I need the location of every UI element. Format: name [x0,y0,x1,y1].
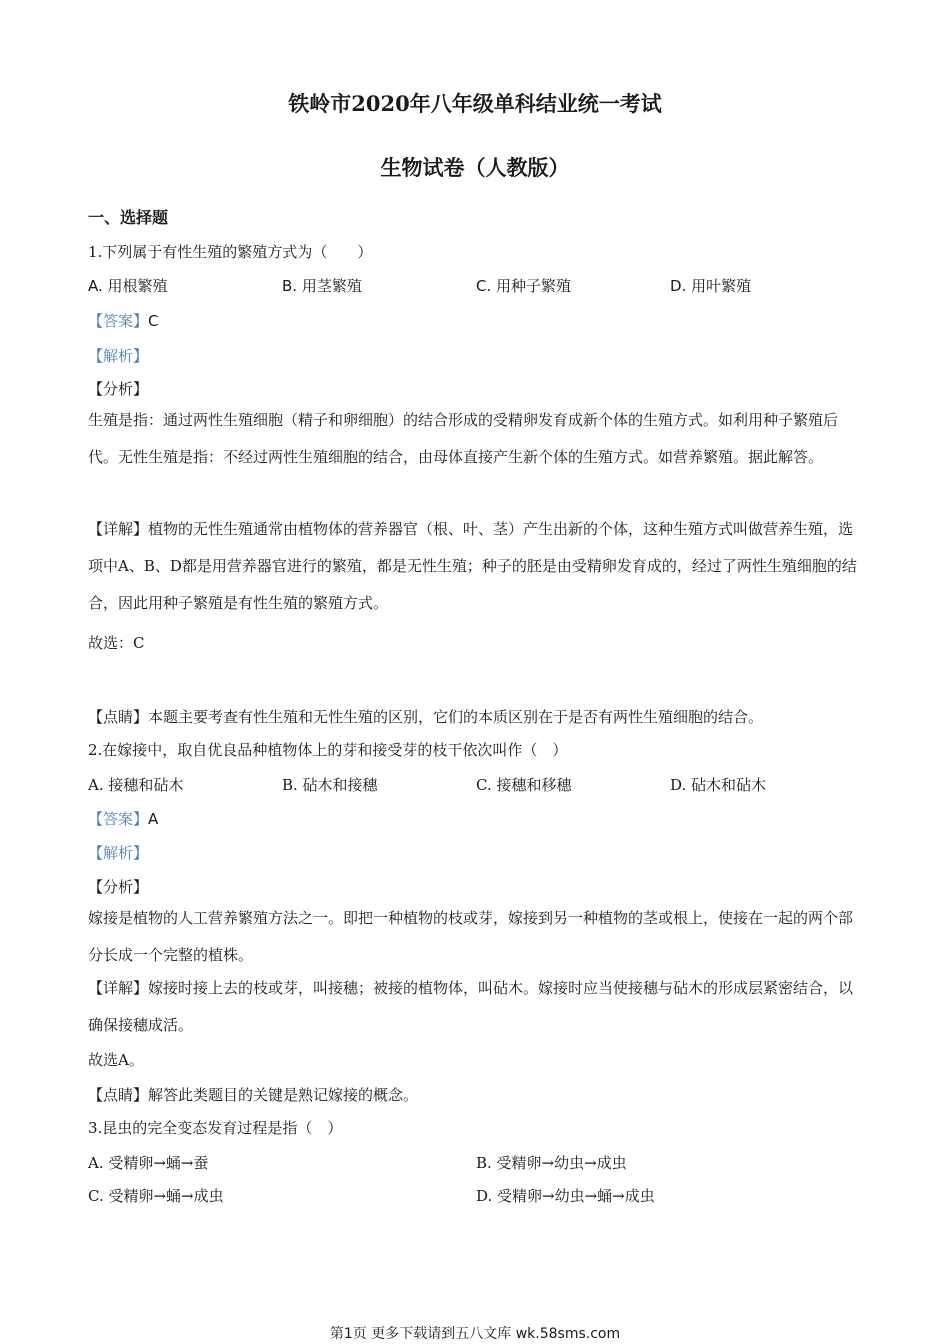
question-1-choice: 故选：C [88,634,145,652]
comment-tag: 【点睛】 [88,708,149,726]
question-1-analysis: 生殖是指：通过两性生殖细胞（精子和卵细胞）的结合形成的受精卵发育成新个体的生殖方式。如利用种子繁殖后代。无性生殖是指：不经过两性生殖细胞的结合，由母体直接产生新个体的生殖方式。如营养繁殖。据此解答。 [88,411,839,466]
question-3-option-a: A. 受精卵→蛹→蚕 [88,1154,209,1172]
exam-title: 铁岭市2020年八年级单科结业统一考试 [288,91,662,116]
page-footer [0,1323,950,1343]
answer-value: A [148,810,159,828]
detail-text: 嫁接时接上去的枝或芽，叫接穗；被接的植物体，叫砧木。嫁接时应当使接穗与砧木的形成层紧密结合，以确保接穗成活。 [88,979,854,1034]
question-2-jiexi-tag: 【解析】 [88,844,149,862]
section-heading: 一、选择题 [88,208,169,227]
question-2-option-a: A. 接穗和砧木 [88,776,184,794]
question-1-option-c: C. 用种子繁殖 [476,277,572,295]
answer-tag: 【答案】 [88,810,149,828]
detail-tag: 【详解】 [88,979,149,997]
footer-prefix: 第 [329,1326,344,1342]
question-2-fenxi-tag: 【分析】 [88,878,149,896]
detail-tag: 【详解】 [88,520,149,538]
question-3-option-c: C. 受精卵→蛹→成虫 [88,1187,224,1205]
question-1-comment [88,706,763,727]
question-1-stem: 1.下列属于有性生殖的繁殖方式为（ ） [88,243,373,261]
comment-tag: 【点睛】 [88,1086,149,1104]
question-2-comment [88,1084,418,1105]
question-1-fenxi-tag: 【分析】 [88,380,149,398]
question-3-option-d: D. 受精卵→幼虫→蛹→成虫 [476,1187,655,1205]
question-1-option-a: A. 用根繁殖 [88,277,168,295]
comment-text: 本题主要考查有性生殖和无性生殖的区别，它们的本质区别在于是否有两性生殖细胞的结合。 [148,708,764,726]
exam-subtitle: 生物试卷（人教版） [380,155,570,180]
question-2-stem: 2.在嫁接中，取自优良品种植物体上的芽和接受芽的枝干依次叫作（ ） [88,741,568,759]
detail-text: 植物的无性生殖通常由植物体的营养器官（根、叶、茎）产生出新的个体，这种生殖方式叫做营养生殖，选项中A、B、D都是用营养器官进行的繁殖，都是无性生殖；种子的胚是由受精卵发育成的，经过了两性生殖细胞的结合，因此用种子繁殖是有性生殖的繁殖方式。 [88,520,857,612]
footer-suffix: 页 更多下载请到五八文库 [352,1326,512,1342]
question-2-choice: 故选A。 [88,1051,144,1069]
question-2-detail [88,970,863,1044]
question-2-option-c: C. 接穗和移穗 [476,776,572,794]
question-2-option-b: B. 砧木和接穗 [282,776,378,794]
question-2-analysis: 嫁接是植物的人工营养繁殖方法之一。即把一种植物的枝或芽，嫁接到另一种植物的茎或根上，使接在一起的两个部分长成一个完整的植株。 [88,909,854,964]
answer-tag: 【答案】 [88,312,149,330]
page-number: 1 [343,1326,353,1342]
question-2-answer [88,808,158,829]
comment-text: 解答此类题目的关键是熟记嫁接的概念。 [148,1086,419,1104]
question-3-option-b: B. 受精卵→幼虫→成虫 [476,1154,627,1172]
question-1-option-b: B. 用茎繁殖 [282,277,362,295]
question-2-option-d: D. 砧木和砧木 [670,776,767,794]
question-1-answer [88,310,159,331]
question-1-option-d: D. 用叶繁殖 [670,277,752,295]
question-3-stem: 3.昆虫的完全变态发育过程是指（ ） [88,1119,343,1137]
answer-value: C [148,312,159,330]
question-1-jiexi-tag: 【解析】 [88,347,149,365]
question-1-detail [88,511,863,622]
footer-site-link[interactable]: wk.58sms.com [515,1326,621,1342]
